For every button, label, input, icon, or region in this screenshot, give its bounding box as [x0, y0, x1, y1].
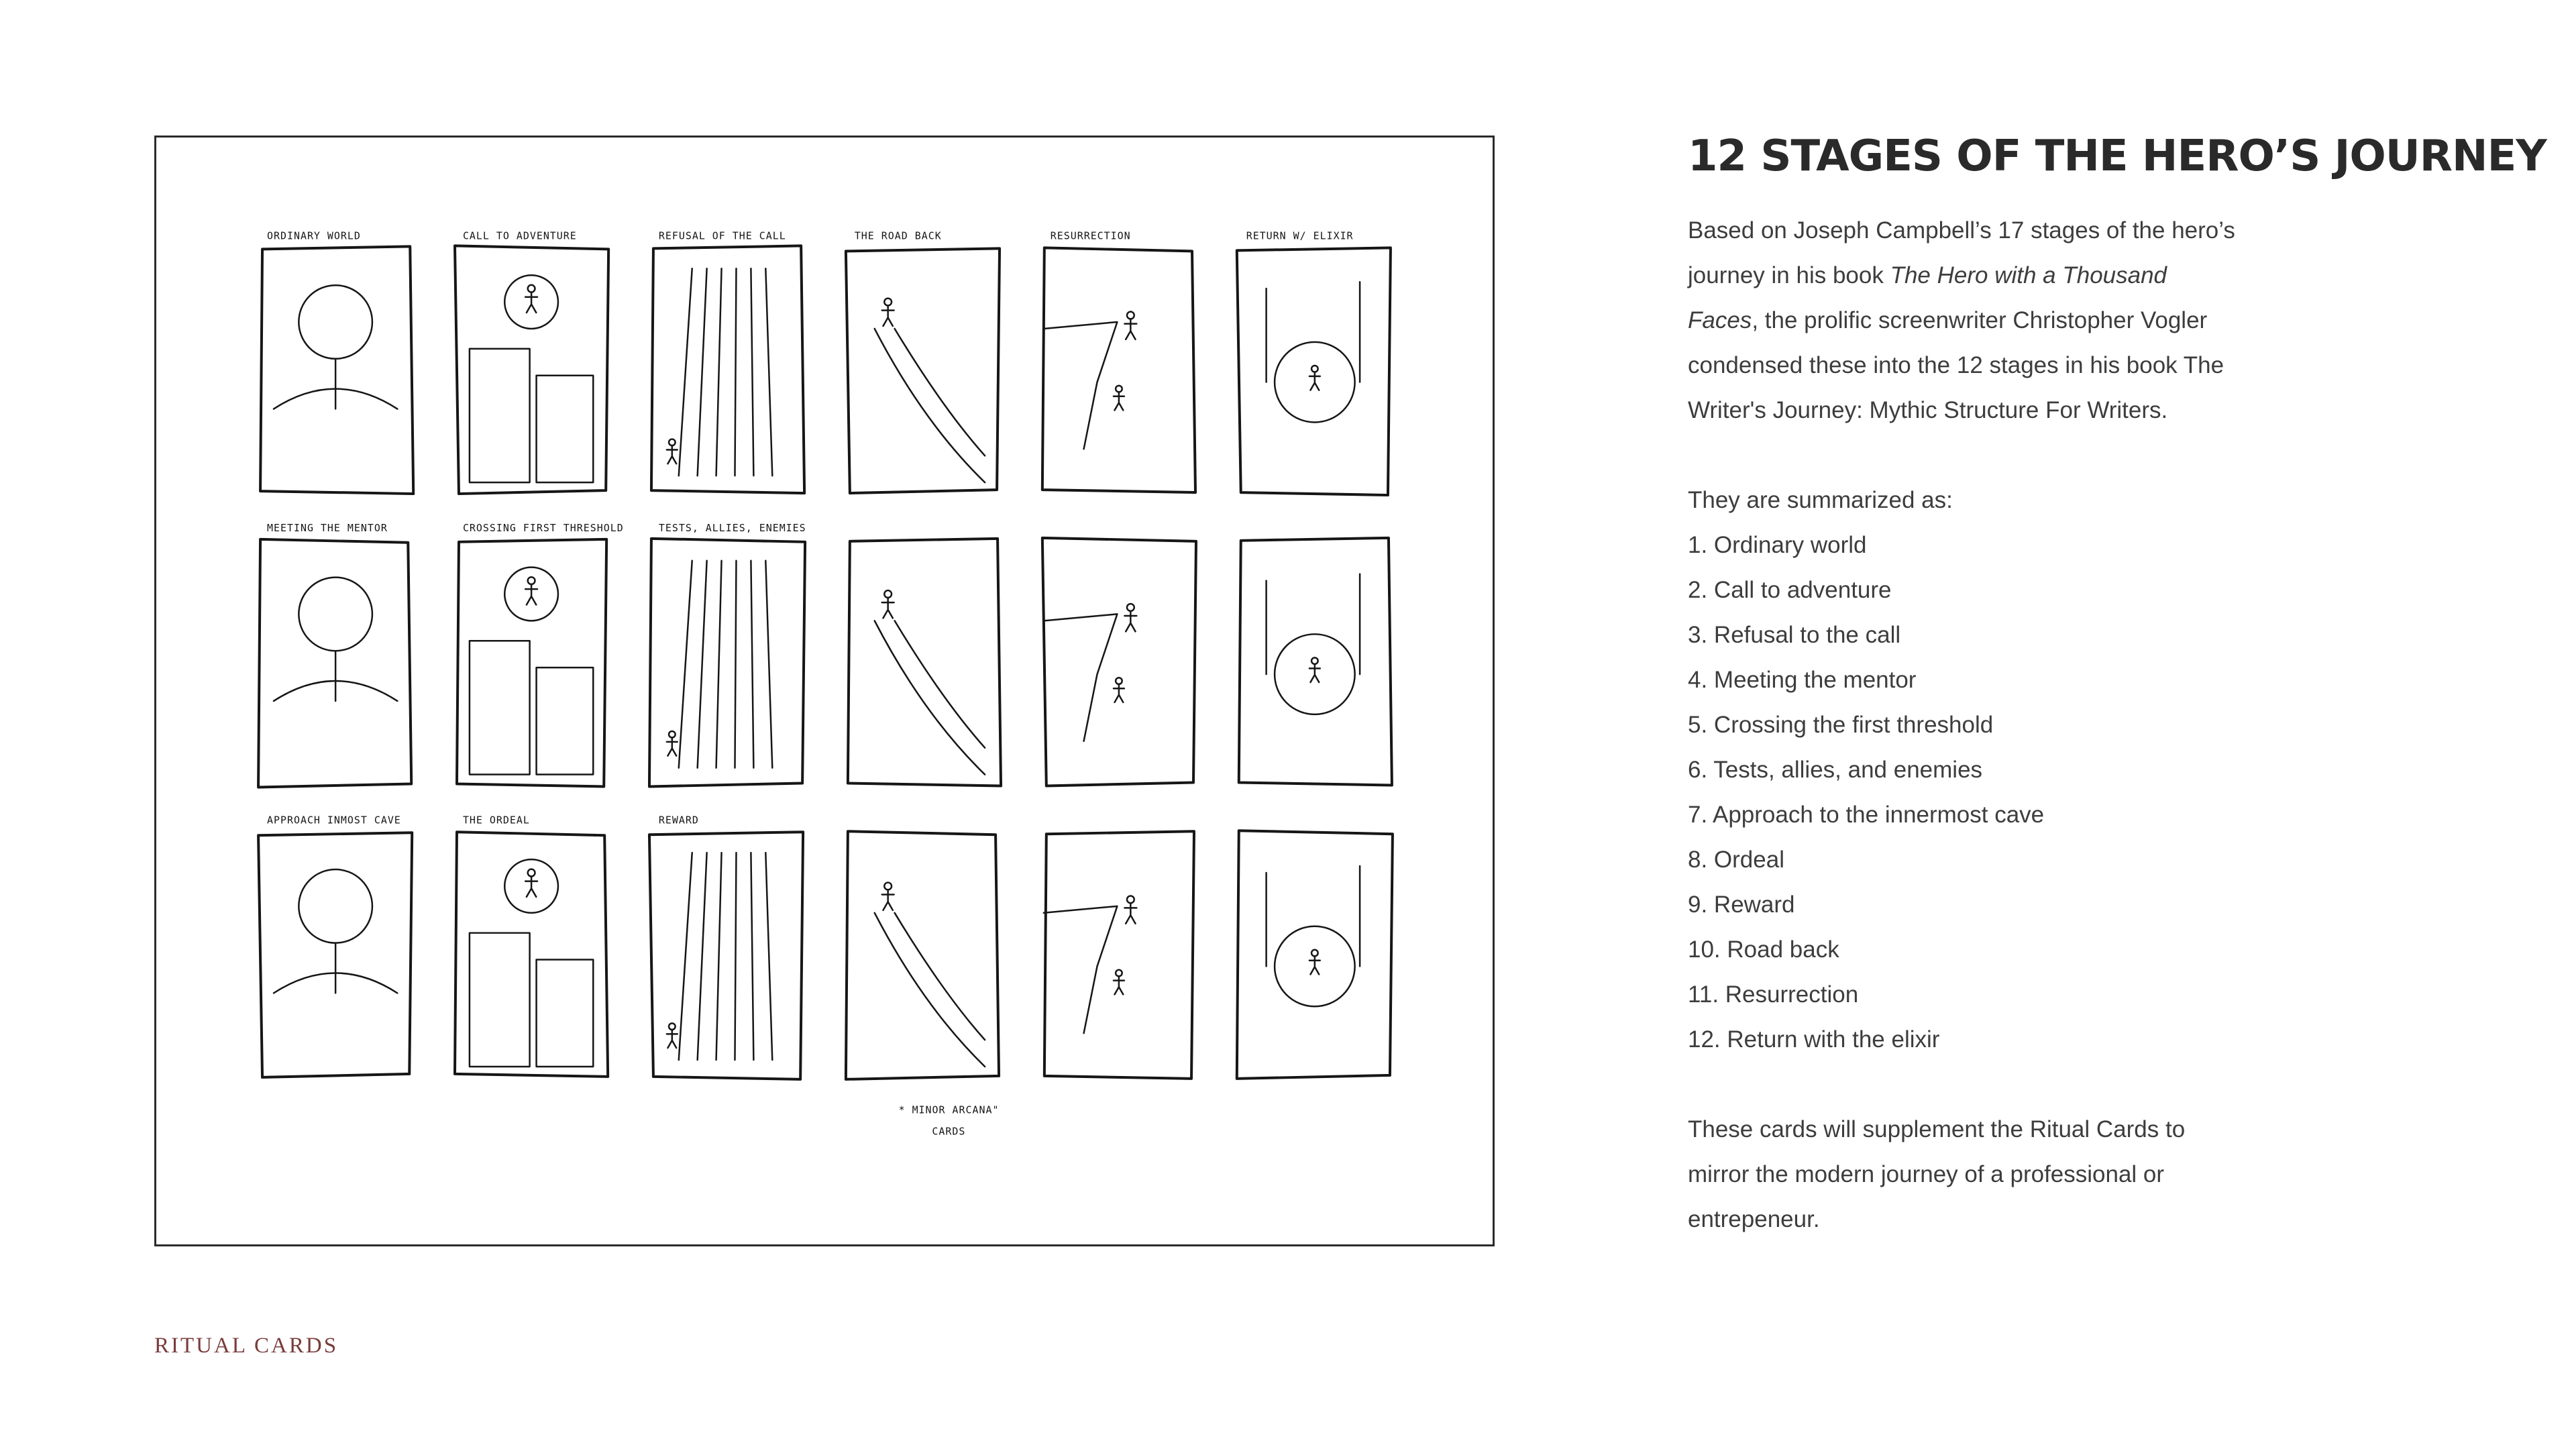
sketch-card	[649, 522, 806, 787]
sketch-card	[258, 814, 412, 1077]
sketch-card	[846, 831, 999, 1079]
sketch-card	[1044, 831, 1194, 1079]
summary-lead: They are summarized as:	[1688, 487, 1953, 513]
stage-item: 12. Return with the elixir	[1688, 1026, 1940, 1053]
footer-brand: RITUAL CARDS	[154, 1334, 339, 1358]
page-title: 12 STAGES OF THE HERO’S JOURNEY	[1688, 131, 2546, 181]
sketch-card-label: REWARD	[658, 814, 699, 826]
sketch-card-label: CROSSING FIRST THRESHOLD	[462, 521, 624, 534]
sketch-card	[649, 814, 803, 1079]
card-sketches	[156, 138, 1493, 1244]
sketch-card-label: RETURN W/ ELIXIR	[1246, 229, 1354, 242]
sketch-card-label: THE ROAD BACK	[854, 229, 942, 242]
sketch-card-label: TESTS, ALLIES, ENEMIES	[658, 521, 806, 534]
stage-item: 6. Tests, allies, and enemies	[1688, 757, 1983, 783]
stage-item: 10. Road back	[1688, 936, 1839, 963]
sketch-card	[260, 229, 413, 494]
sketch-card	[455, 814, 608, 1077]
sketch-card	[846, 229, 1000, 493]
sketch-card	[1042, 229, 1195, 492]
sketch-card	[457, 522, 624, 787]
sketch-card-label: MEETING THE MENTOR	[267, 521, 388, 534]
stage-item: 1. Ordinary world	[1688, 532, 1867, 558]
sketch-card-label: RESURRECTION	[1050, 229, 1131, 242]
sketch-card-label: REFUSAL OF THE CALL	[658, 229, 786, 242]
sketch-image	[154, 136, 1495, 1246]
sketch-card	[1042, 538, 1196, 786]
sketch-card	[1239, 538, 1392, 786]
sketch-card	[1237, 229, 1391, 495]
stage-item: 7. Approach to the innermost cave	[1688, 802, 2045, 828]
intro-paragraph	[1688, 208, 2238, 433]
intro-text-end: , the prolific screenwriter Christopher Vogler condensed these into the 12 stages in his book The Writer's Journey: Mythic Structure For Writers.	[1688, 307, 2224, 423]
stage-item: 9. Reward	[1688, 892, 1795, 918]
sketch-card	[848, 539, 1001, 786]
stage-item: 2. Call to adventure	[1688, 577, 1892, 603]
stage-item: 11. Resurrection	[1688, 981, 1859, 1008]
sketch-note: * MINOR ARCANA"	[898, 1104, 1000, 1116]
stage-item: 3. Refusal to the call	[1688, 622, 1901, 648]
closing-paragraph: These cards will supplement the Ritual Cards to mirror the modern journey of a professional or entrepeneur.	[1688, 1116, 2186, 1232]
sketch-note: CARDS	[932, 1125, 966, 1138]
stage-item: 8. Ordeal	[1688, 847, 1784, 873]
sketch-card-label: ORDINARY WORLD	[267, 229, 361, 242]
stage-item: 4. Meeting the mentor	[1688, 667, 1917, 693]
description	[1688, 208, 2238, 1242]
book-title: The Hero with a Thousand Faces	[1688, 262, 2167, 333]
sketch-card	[455, 229, 608, 494]
stage-item: 5. Crossing the first threshold	[1688, 712, 1994, 738]
sketch-card-label: CALL TO ADVENTURE	[462, 229, 577, 242]
sketch-card	[1237, 830, 1393, 1079]
sketch-card	[651, 229, 804, 493]
intro-text-start: Based on Joseph Campbell’s 17 stages of the hero’s journey in his book	[1688, 217, 2235, 288]
sketch-card-label: APPROACH INMOST CAVE	[267, 814, 401, 826]
sketch-card	[258, 522, 411, 788]
stage-list	[1688, 523, 2238, 1062]
sketch-card-label: THE ORDEAL	[462, 814, 530, 826]
